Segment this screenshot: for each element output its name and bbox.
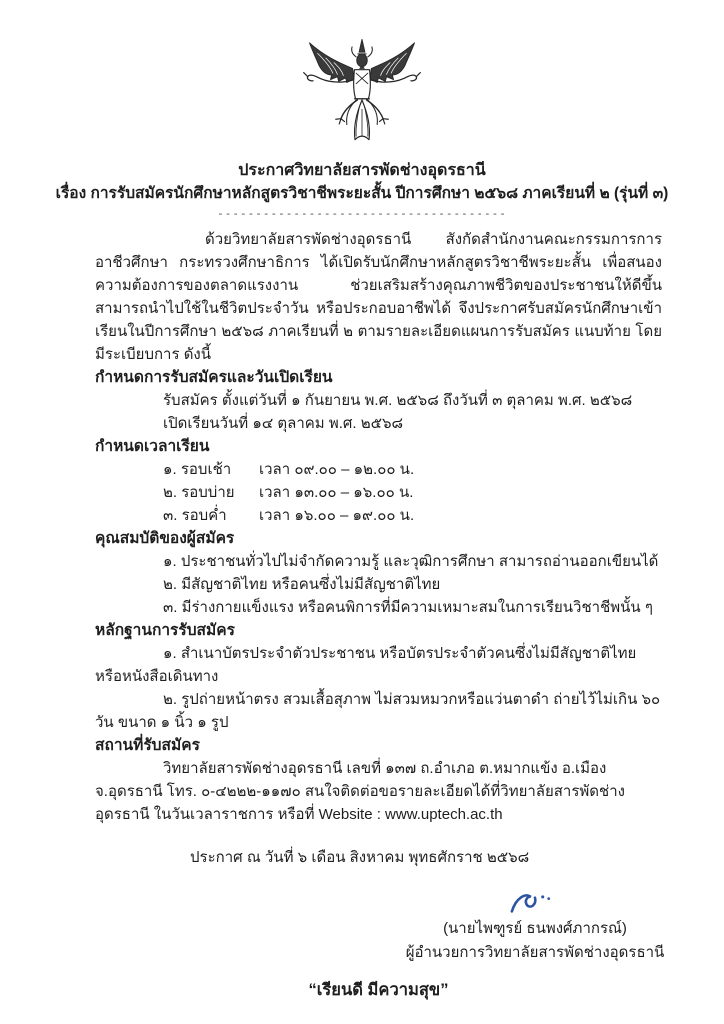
admission-dates-line: รับสมัคร ตั้งแต่วันที่ ๑ กันยายน พ.ศ. ๒๕๖๘ ถึงวันที่ ๓ ตุลาคม พ.ศ. ๒๕๖๘ [163,392,633,409]
intro-paragraph: ด้วยวิทยาลัยสารพัดช่างอุดรธานี สังกัดสำนักงานคณะกรรมการการอาชีวศึกษา กระทรวงศึกษาธิการ ได้เปิดรับนักศึกษาหลักสูตรวิชาชีพระยะสั้น เพื่อสนองความต้องการของตลาดแรงงาน ช่วยเสริมสร้างคุณภาพชีวิตของประชาชนให้ดีขึ้น สามารถนำไปใช้ในชีวิตประจำวัน หรือประกอบอาชีพได้ จึงประกาศรับสมัครนักศึกษาเข้าเรียนในปีการศึกษา ๒๕๖๘ ภาคเรียนที่ ๒ ตามรายละเอียดแผนการรับสมัคร แนบท้าย โดยมีระเบียบการ ดังนี้ [95,231,662,363]
issued-date-line: ประกาศ ณ วันที่ ๖ เดือน สิงหาคม พุทธศักราช ๒๕๖๘ [190,849,530,866]
section-heading-class-times: กำหนดเวลาเรียน [95,438,210,455]
class-time-label: ๑. รอบเช้า [163,461,232,478]
qualification-item: ๓. มีร่างกายแข็งแรง หรือคนพิการที่มีความเหมาะสมในการเรียนวิชาชีพนั้น ๆ [163,599,653,616]
section-heading-evidence: หลักฐานการรับสมัคร [95,622,235,639]
garuda-emblem [0,38,724,155]
class-time-row [95,458,662,481]
document-body [95,228,665,1002]
qualification-item: ๑. ประชาชนทั่วไปไม่จำกัดความรู้ และวุฒิการศึกษา สามารถอ่านออกเขียนได้ [163,553,659,570]
class-time-row [95,481,662,504]
signature-mark [370,881,700,917]
school-motto: “เรียนดี มีความสุข” [308,981,449,999]
class-time-label: ๒. รอบบ่าย [163,484,235,501]
document-title: ประกาศวิทยาลัยสารพัดช่างอุดรธานี [238,162,486,179]
signer-position: ผู้อำนวยการวิทยาลัยสารพัดช่างอุดรธานี [405,944,665,961]
signer-name: (นายไพฑูรย์ ธนพงศ์ภากรณ์) [443,920,627,937]
qualification-item: ๒. มีสัญชาติไทย หรือคนซึ่งไม่มีสัญชาติไทย [163,576,441,593]
venue-paragraph: วิทยาลัยสารพัดช่างอุดรธานี เลขที่ ๑๓๗ ถ.อำเภอ ต.หมากแข้ง อ.เมือง จ.อุดรธานี โทร. ๐-๔๒๒๒-๑๑๗๐ สนใจติดต่อขอรายละเอียดได้ที่วิทยาลัยสารพัดช่างอุดรธานี ในวันเวลาราชการ หรือที่ Website : www.uptech.ac.th [95,760,625,823]
class-time-row [95,504,662,527]
section-heading-admission-schedule: กำหนดการรับสมัครและวันเปิดเรียน [95,369,333,386]
section-heading-qualifications: คุณสมบัติของผู้สมัคร [95,530,235,547]
dashed-separator: -------------------------------------- [217,207,507,220]
document-subject: เรื่อง การรับสมัครนักศึกษาหลักสูตรวิชาชีพระยะสั้น ปีการศึกษา ๒๕๖๘ ภาคเรียนที่ ๒ (รุ่นที่ ๓) [55,185,669,202]
class-time-value: เวลา ๑๓.๐๐ – ๑๖.๐๐ น. [259,484,414,501]
class-time-label: ๓. รอบค่ำ [163,507,227,524]
signature-block [370,881,700,965]
class-time-value: เวลา ๐๙.๐๐ – ๑๒.๐๐ น. [259,461,415,478]
opening-date-line: เปิดเรียนวันที่ ๑๔ ตุลาคม พ.ศ. ๒๕๖๘ [163,415,404,432]
class-time-value: เวลา ๑๖.๐๐ – ๑๙.๐๐ น. [259,507,415,524]
section-heading-venue: สถานที่รับสมัคร [95,737,200,754]
document-header [0,38,724,220]
evidence-item: ๒. รูปถ่ายหน้าตรง สวมเสื้อสุภาพ ไม่สวมหมวกหรือแว่นตาดำ ถ่ายไว้ไม่เกิน ๖๐ วัน ขนาด ๑ นิ้ว ๑ รูป [95,691,661,731]
evidence-item: ๑. สำเนาบัตรประจำตัวประชาชน หรือบัตรประจำตัวคนซึ่งไม่มีสัญชาติไทย หรือหนังสือเดินทาง [95,645,637,685]
